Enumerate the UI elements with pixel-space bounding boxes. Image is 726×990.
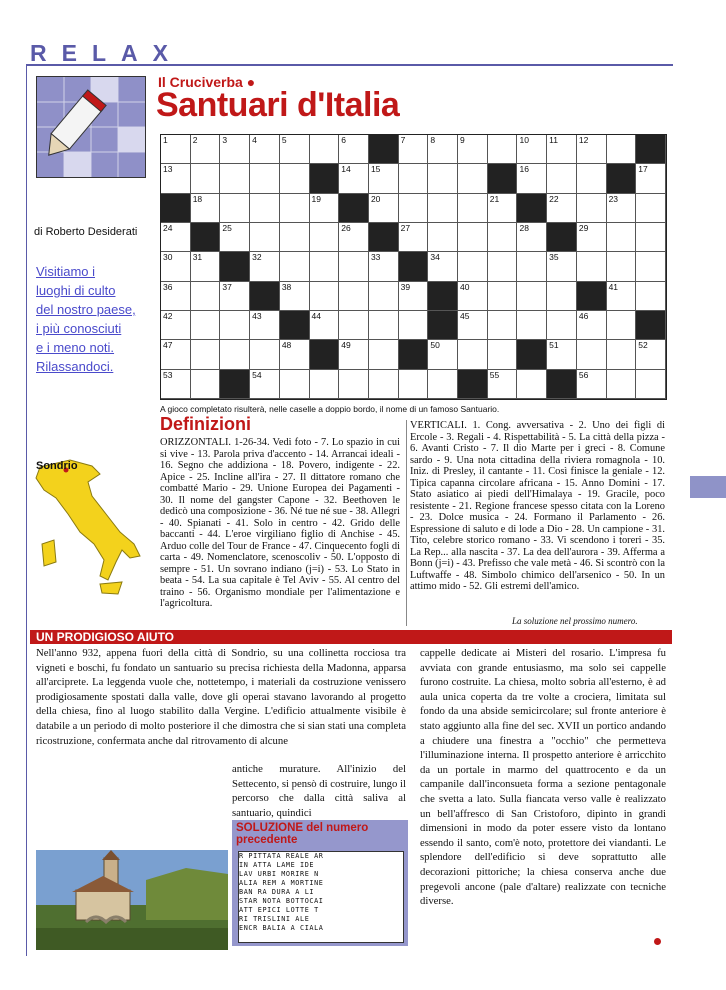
black-cell (220, 252, 250, 281)
grid-cell: 47 (161, 340, 191, 369)
definitions-across: ORIZZONTALI. 1-26-34. Vedi foto - 7. Lo spazio in cui si vive - 13. Parola priva d'accento - 14. Arrancai ideali - 16. Segno che addiziona - 18. Povero, indigente - 22. Apice - 25. Incline all'ira - 27. Il dittatore romano che combatté Mario - 29. Unione Europea dei Pagamenti - 30. Il nome del gangster Capone - 32. Beethoven le dedicò una composizione - 36. Né tue né sue - 38. Allegri - 40. Spianati - 41. Solo in centro - 42. Grido delle baccanti - 44. L'eroe virgiliano figlio di Anchise - 45. Arduo colle del Tour de France - 47. Cinquecento fogli di carta - 49. Nomenclatore, scenoscoliv - 50. L'opposto di sempre - 51. Un sovrano indiano (j=i) - 53. Lo Stato in beata - 54. La sua capitale è Tel Aviv - 55. Al centro del traino - 56. Organismo mondiale per l'alimentazione e l'agricoltura. (160, 437, 400, 609)
grid-cell (191, 370, 221, 399)
grid-cell: 40 (458, 282, 488, 311)
grid-cell (488, 223, 518, 252)
grid-cell: 31 (191, 252, 221, 281)
grid-cell: 23 (607, 194, 637, 223)
grid-cell (517, 282, 547, 311)
previous-solution-grid (238, 851, 404, 943)
grid-cell (310, 135, 340, 164)
grid-cell (310, 252, 340, 281)
grid-cell (428, 370, 458, 399)
grid-cell (607, 311, 637, 340)
grid-cell (636, 194, 666, 223)
black-cell (636, 311, 666, 340)
grid-cell: 53 (161, 370, 191, 399)
grid-cell (517, 311, 547, 340)
grid-cell: 27 (399, 223, 429, 252)
grid-cell: 32 (250, 252, 280, 281)
solution-row: R PITTATA REALE AR (239, 852, 324, 860)
grid-cell: 20 (369, 194, 399, 223)
grid-cell: 12 (577, 135, 607, 164)
grid-cell (399, 164, 429, 193)
solution-row: LAV URBI MORIRE N (239, 870, 319, 878)
grid-cell: 56 (577, 370, 607, 399)
grid-cell (607, 135, 637, 164)
grid-cell: 6 (339, 135, 369, 164)
crossword-grid (160, 134, 667, 400)
grid-cell (458, 164, 488, 193)
pencil-logo-icon (36, 76, 146, 178)
black-cell (310, 340, 340, 369)
black-cell (458, 370, 488, 399)
grid-cell (607, 223, 637, 252)
grid-cell (458, 340, 488, 369)
grid-cell (369, 340, 399, 369)
grid-cell (369, 282, 399, 311)
grid-cell: 3 (220, 135, 250, 164)
black-cell (428, 311, 458, 340)
grid-cell: 54 (250, 370, 280, 399)
grid-cell: 25 (220, 223, 250, 252)
black-cell (250, 282, 280, 311)
definitions-down: VERTICALI. 1. Cong. avversativa - 2. Uno dei figli di Ercole - 3. Regali - 4. Rispettabilità - 5. La città della pizza - 6. Avanti Cristo - 7. Il dio Marte per i greci - 8. Comune sardo - 9. Una nota cittadina della riviera romagnola - 10. Iniz. di Presley, il cantante - 11. Così finisce la geniale - 12. Tipica capanna circolare africana - 15. Anno Domini - 17. Stato asiatico ai piedi dell'Himalaya - 19. Gracile, poco resistente - 21. Regione francese spesso citata con la Loreno - 23. Dolce musica - 24. Formano il Parlamento - 26. Espressione di saluto e di lode a Dio - 28. Un campione - 31. Tito, celebre storico romano - 33. Vi scendono i toreri - 35. La Rep... alla nascita - 37. La dea dell'aurora - 39. Afferma a Bonn (j=i) - 43. Prefisso che vale metà - 46. Si scontrò con la Luftwaffe - 48. Simbolo chimico dell'arsenico - 50. In un attimo mido - 52. Gli estremi dell'amico. (410, 420, 665, 592)
grid-cell (310, 370, 340, 399)
italy-map (30, 452, 148, 602)
grid-cell (220, 340, 250, 369)
black-cell (577, 282, 607, 311)
grid-cell (280, 223, 310, 252)
grid-cell (399, 311, 429, 340)
grid-cell (517, 252, 547, 281)
grid-cell: 41 (607, 282, 637, 311)
grid-cell: 51 (547, 340, 577, 369)
grid-cell: 16 (517, 164, 547, 193)
grid-cell (607, 370, 637, 399)
grid-cell (369, 370, 399, 399)
grid-cell: 30 (161, 252, 191, 281)
solution-row: RI TRISLINI ALE (239, 915, 310, 923)
solution-row: BAN RA DURA A LI (239, 888, 315, 896)
grid-cell (488, 311, 518, 340)
grid-cell (280, 164, 310, 193)
grid-cell: 19 (310, 194, 340, 223)
black-cell (607, 164, 637, 193)
grid-cell (636, 282, 666, 311)
black-cell (428, 282, 458, 311)
grid-cell (607, 252, 637, 281)
grid-cell (220, 311, 250, 340)
grid-cell (488, 282, 518, 311)
grid-cell (458, 252, 488, 281)
grid-cell (517, 370, 547, 399)
grid-cell (577, 194, 607, 223)
map-label: Sondrio (36, 460, 78, 472)
black-cell (547, 370, 577, 399)
grid-cell: 26 (339, 223, 369, 252)
grid-cell (310, 223, 340, 252)
grid-cell: 52 (636, 340, 666, 369)
grid-cell (577, 340, 607, 369)
grid-cell: 29 (577, 223, 607, 252)
grid-cell: 50 (428, 340, 458, 369)
grid-cell: 24 (161, 223, 191, 252)
grid-cell (428, 194, 458, 223)
grid-cell: 22 (547, 194, 577, 223)
crossword-title: Santuari d'Italia (156, 86, 400, 124)
grid-cell (547, 282, 577, 311)
grid-cell: 48 (280, 340, 310, 369)
black-cell (220, 370, 250, 399)
black-cell (547, 223, 577, 252)
grid-cell (191, 282, 221, 311)
black-cell (369, 223, 399, 252)
grid-cell: 45 (458, 311, 488, 340)
black-cell (310, 164, 340, 193)
page-tab (690, 476, 726, 498)
black-cell (369, 135, 399, 164)
grid-cell: 8 (428, 135, 458, 164)
grid-cell: 33 (369, 252, 399, 281)
grid-cell (428, 223, 458, 252)
previous-solution-title: SOLUZIONE del numero precedente (236, 822, 369, 846)
grid-cell (577, 252, 607, 281)
grid-cell (250, 194, 280, 223)
grid-cell (280, 370, 310, 399)
black-cell (636, 135, 666, 164)
grid-cell (191, 164, 221, 193)
grid-cell (428, 164, 458, 193)
black-cell (191, 223, 221, 252)
grid-cell (280, 194, 310, 223)
solution-row: STAR NOTA BOTTOCAI (239, 897, 324, 905)
grid-cell: 44 (310, 311, 340, 340)
grid-cell: 5 (280, 135, 310, 164)
grid-cell (220, 194, 250, 223)
grid-cell: 4 (250, 135, 280, 164)
grid-cell (458, 194, 488, 223)
grid-cell: 7 (399, 135, 429, 164)
black-cell (399, 340, 429, 369)
grid-cell: 17 (636, 164, 666, 193)
solution-note: La soluzione nel prossimo numero. (508, 616, 638, 626)
grid-cell (547, 311, 577, 340)
grid-cell (250, 223, 280, 252)
grid-cell (191, 311, 221, 340)
grid-cell (636, 252, 666, 281)
grid-cell: 9 (458, 135, 488, 164)
solution-row: ATT EPICI LOTTE T (239, 906, 319, 914)
grid-cell (191, 340, 221, 369)
black-cell (517, 194, 547, 223)
grid-cell: 28 (517, 223, 547, 252)
grid-cell (310, 282, 340, 311)
grid-cell (280, 252, 310, 281)
grid-cell: 49 (339, 340, 369, 369)
grid-cell: 39 (399, 282, 429, 311)
grid-note: A gioco completato risulterà, nelle caselle a doppio bordo, il nome di un famoso Santuario. (160, 404, 500, 414)
grid-cell: 34 (428, 252, 458, 281)
black-cell (339, 194, 369, 223)
black-cell (517, 340, 547, 369)
black-cell (280, 311, 310, 340)
grid-cell: 21 (488, 194, 518, 223)
grid-cell (339, 370, 369, 399)
grid-cell: 11 (547, 135, 577, 164)
grid-cell (339, 311, 369, 340)
article-paragraph-2: cappelle dedicate ai Misteri del rosario. L'impresa fu avviata con grande entusiasmo, ma solo sei cappelle furono costruite. La chiesa, molto sobria all'esterno, è ad aula unica coperta da tre volte a crociera, limitata sul fondo da una abside semicircolare; sul fronte anteriore è stato aggiunto alla fine del sec. XVII un portico andando a chiudere una finestra a "occhio" che permetteva l'illuminazione interna. Il prospetto anteriore è arricchito da un portale in marmo del quattrocento e da un campanile dall'inconsueta forma a sezione pentagonale che svetta a lato. Sulla fiancata verso valle è realizzato un bell'affresco di San Cristoforo, dipinto in grandi dimensioni in modo da poter essere visto da lontano essendo il santo, com'è noto, protettore dei viandanti. Le splendore dell'edificio si deve soprattutto alle decorazioni pittoriche; la chiesa conserva anche due pregevoli ancone (pale d'altare) realizzate con tecniche diverse. (420, 647, 666, 908)
grid-cell: 15 (369, 164, 399, 193)
grid-cell (488, 340, 518, 369)
grid-cell: 36 (161, 282, 191, 311)
grid-cell: 37 (220, 282, 250, 311)
grid-cell: 46 (577, 311, 607, 340)
grid-cell (488, 252, 518, 281)
grid-cell: 35 (547, 252, 577, 281)
grid-cell (607, 340, 637, 369)
black-cell (161, 194, 191, 223)
grid-cell (220, 164, 250, 193)
section-header: RELAX (30, 40, 183, 66)
grid-cell (250, 340, 280, 369)
solution-row: ALIA REM A MORTINE (239, 879, 324, 887)
column-divider (406, 420, 407, 626)
solution-row: ENCR BALIA A CIALA (239, 924, 324, 932)
grid-cell (488, 135, 518, 164)
crossword-kicker: Il Cruciverba ● (158, 74, 256, 90)
grid-cell: 38 (280, 282, 310, 311)
grid-cell (339, 282, 369, 311)
grid-cell: 14 (339, 164, 369, 193)
grid-cell (339, 252, 369, 281)
grid-cell (399, 194, 429, 223)
intro-blurb: Visitiamo i luoghi di culto del nostro paese, i più conosciuti e i meno noti. Rilassandoci. (36, 264, 136, 374)
grid-cell: 10 (517, 135, 547, 164)
grid-cell (636, 223, 666, 252)
grid-cell (250, 164, 280, 193)
article-paragraph-1: Nell'anno 932, appena fuori della città di Sondrio, su una collinetta rocciosa tra vigneti e boschi, fu fondato un santuario su precisa richiesta della Madonna, apparsa all'arciprete. La leggenda vuole che, nottetempo, i materiali da costruzione venissero prodigiosamente spostati dalla valle, dove gli operai stavano lavorando al progetto della chiesa, fino al luogo stabilito dalla Vergine. L'edificio attualmente visibile è databile a un periodo di molto posteriore il che dimostra che si sian stati una completa ricostruzione, confermata anche dal ritrovamento di alcune (36, 647, 406, 747)
article-heading: UN PRODIGIOSO AIUTO (30, 630, 672, 644)
sanctuary-photo (36, 850, 228, 950)
article-paragraph-1b: antiche murature. All'inizio del Settecento, si pensò di costruire, lungo il percorso che dalla città saliva al santuario, quindici (232, 763, 406, 819)
black-cell (488, 164, 518, 193)
grid-cell (458, 223, 488, 252)
definitions-title: Definizioni (160, 414, 251, 434)
grid-cell (399, 370, 429, 399)
grid-cell: 18 (191, 194, 221, 223)
grid-cell (547, 164, 577, 193)
grid-cell (636, 370, 666, 399)
solution-row: IN ATTA LAME IDE (239, 861, 315, 869)
author-byline: di Roberto Desiderati (34, 226, 138, 238)
end-mark-icon (654, 938, 661, 945)
grid-cell: 2 (191, 135, 221, 164)
grid-cell: 43 (250, 311, 280, 340)
grid-cell: 1 (161, 135, 191, 164)
grid-cell: 42 (161, 311, 191, 340)
black-cell (399, 252, 429, 281)
grid-cell (369, 311, 399, 340)
grid-cell: 13 (161, 164, 191, 193)
grid-cell (577, 164, 607, 193)
grid-cell: 55 (488, 370, 518, 399)
